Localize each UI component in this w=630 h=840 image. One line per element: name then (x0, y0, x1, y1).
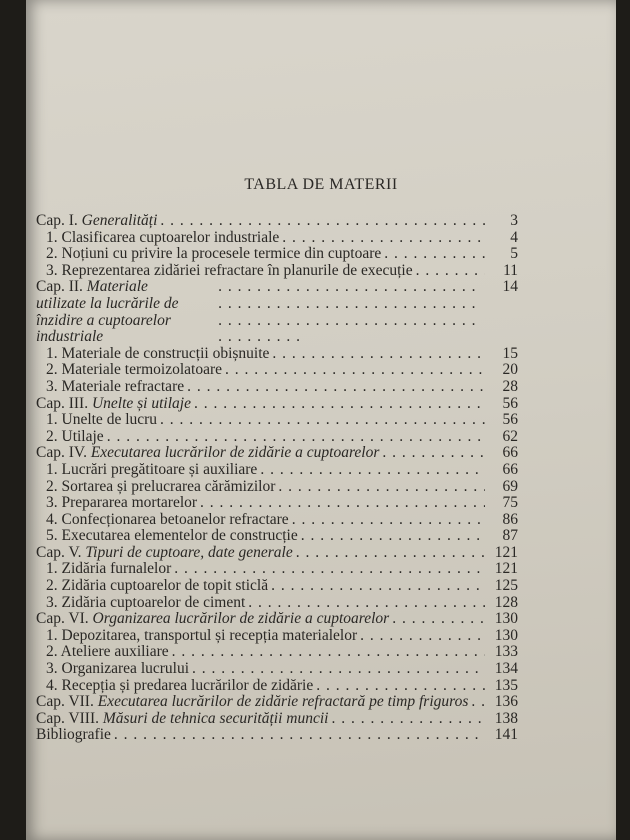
toc-page-number: 4 (510, 228, 518, 246)
toc-section-row (36, 495, 518, 512)
dot-leader (278, 479, 485, 496)
toc-entry-title: 5. Executarea elementelor de construcție (46, 527, 298, 545)
dot-leader (218, 279, 485, 345)
toc-chapter-number: Cap. IV. (36, 444, 87, 462)
toc-chapter-number: Cap. VIII. (36, 709, 99, 727)
dot-leader (187, 379, 485, 396)
toc-section-row (36, 362, 518, 379)
toc-chapter-row (36, 279, 518, 345)
dot-leader (160, 412, 485, 429)
toc-page-number: 138 (494, 709, 518, 727)
dot-leader (282, 230, 485, 247)
toc-page-number: 125 (494, 577, 518, 595)
toc-entry-title: 1. Materiale de construcții obișnuite (46, 344, 270, 362)
toc-page-number: 56 (502, 394, 518, 412)
toc-section-row (36, 412, 518, 429)
toc-entry-title: 4. Confecționarea betoanelor refractare (46, 510, 289, 528)
toc-section-row (36, 661, 518, 678)
toc-entry-title: 2. Ateliere auxiliare (46, 643, 169, 661)
toc-page-number: 130 (494, 610, 518, 628)
toc-section-row (36, 379, 518, 396)
toc-page-number: 69 (502, 477, 518, 495)
toc-entry-title: 1. Lucrări pregătitoare și auxiliare (46, 460, 258, 478)
toc-entry-title: 1. Unelte de lucru (46, 411, 158, 429)
toc-entry-title: 3. Reprezentarea zidăriei refractare în planurile de execuție (46, 261, 413, 279)
toc-chapter-row (36, 611, 518, 628)
toc-chapter-title: Organizarea lucrărilor de zidărie a cuptoarelor (92, 610, 390, 628)
toc-chapter-row (36, 694, 518, 711)
toc-chapter-row (36, 445, 518, 462)
toc-chapter-title: Executarea lucrărilor de zidărie a cuptoarelor (90, 444, 380, 462)
toc-page-number: 130 (494, 626, 518, 644)
dot-leader (225, 362, 485, 379)
toc-page-number: 28 (502, 377, 518, 395)
dot-leader (114, 727, 485, 744)
toc-entry-title: 3. Zidăria cuptoarelor de ciment (46, 593, 246, 611)
toc-entry-title: 3. Materiale refractare (46, 377, 185, 395)
toc-page-number: 20 (502, 361, 518, 379)
toc-section-row (36, 512, 518, 529)
dot-leader (107, 429, 485, 446)
toc-chapter-title: Materiale utilizate la lucrările de înzidire a cuptoarelor industriale (36, 278, 179, 346)
toc-chapter-number: Cap. I. (36, 212, 78, 229)
page-title: TABLA DE MATERII (244, 176, 398, 193)
toc-chapter-title: Generalități (81, 212, 158, 229)
dot-leader (260, 462, 485, 479)
toc-entry-title: 1. Depozitarea, transportul și recepția materialelor (46, 626, 358, 644)
toc-entry-title: 1. Zidăria furnalelor (46, 560, 172, 578)
dot-leader (160, 213, 485, 230)
toc-page-number: 128 (494, 593, 518, 611)
toc-section-row (36, 346, 518, 363)
toc-entry-title: Bibliografie (36, 726, 111, 744)
toc-section-row (36, 595, 518, 612)
toc-section-row (36, 578, 518, 595)
dot-leader (248, 595, 485, 612)
dot-leader (471, 694, 485, 711)
toc-section-row (36, 628, 518, 645)
toc-chapter-number: Cap. V. (36, 543, 82, 561)
toc-chapter-title: Tipuri de cuptoare, date generale (85, 543, 293, 561)
toc-page-number: 66 (502, 444, 518, 462)
toc-page-number: 56 (502, 411, 518, 429)
toc-section-row (36, 246, 518, 263)
toc-entry-title: 2. Utilaje (46, 427, 104, 445)
toc-chapter-title: Măsuri de tehnica securității muncii (102, 709, 329, 727)
toc-section-row (36, 727, 518, 744)
toc-page-number: 121 (494, 560, 518, 578)
toc-chapter-number: Cap. VI. (36, 610, 89, 628)
dot-leader (292, 512, 485, 529)
toc-page-number: 75 (502, 494, 518, 512)
toc-section-row (36, 528, 518, 545)
toc-page-number: 86 (502, 510, 518, 528)
toc-entry-title: 1. Clasificarea cuptoarelor industriale (46, 228, 280, 246)
dot-leader (192, 661, 485, 678)
dot-leader (392, 611, 485, 628)
dot-leader (296, 545, 485, 562)
toc-entry-title: 2. Materiale termoizolatoare (46, 361, 223, 379)
toc-page-number: 11 (503, 261, 518, 279)
toc-section-row (36, 561, 518, 578)
toc-page-number: 14 (502, 278, 518, 296)
toc-page-number: 5 (510, 245, 518, 263)
toc-chapter-title: Unelte și utilaje (91, 394, 191, 412)
toc-page-number: 15 (502, 344, 518, 362)
toc-chapter-number: Cap. VII. (36, 693, 94, 711)
toc-section-row (36, 230, 518, 247)
dot-leader (271, 578, 485, 595)
toc-section-row (36, 678, 518, 695)
dot-leader (172, 644, 485, 661)
toc-page-number: 66 (502, 460, 518, 478)
toc-section-row (36, 429, 518, 446)
toc-page-number: 135 (494, 676, 518, 694)
toc-page-number: 62 (502, 427, 518, 445)
dot-leader (316, 678, 485, 695)
toc-page-number: 3 (510, 212, 518, 229)
toc-page-number: 136 (494, 693, 518, 711)
dot-leader (331, 711, 485, 728)
table-of-contents (36, 213, 518, 744)
toc-entry-title: 2. Sortarea și prelucrarea cărămizilor (46, 477, 276, 495)
dot-leader (360, 628, 485, 645)
toc-section-row (36, 479, 518, 496)
dot-leader (382, 445, 485, 462)
toc-chapter-row (36, 711, 518, 728)
toc-section-row (36, 263, 518, 280)
toc-entry-title: 3. Organizarea lucrului (46, 660, 190, 678)
dot-leader (384, 246, 485, 263)
toc-chapter-row (36, 213, 518, 230)
toc-entry-title: 3. Prepararea mortarelor (46, 494, 198, 512)
toc-entry-title: 2. Noțiuni cu privire la procesele termice din cuptoare (46, 245, 382, 263)
toc-section-row (36, 644, 518, 661)
toc-entry-title: 4. Recepția și predarea lucrărilor de zidărie (46, 676, 314, 694)
toc-page-number: 141 (494, 726, 518, 744)
toc-chapter-row (36, 545, 518, 562)
dot-leader (416, 263, 485, 280)
book-page (26, 0, 616, 840)
dot-leader (301, 528, 485, 545)
toc-chapter-number: Cap. II. (36, 278, 83, 296)
toc-entry-title: 2. Zidăria cuptoarelor de topit sticlă (46, 577, 269, 595)
toc-page-number: 121 (494, 543, 518, 561)
dot-leader (200, 495, 485, 512)
toc-chapter-row (36, 396, 518, 413)
toc-chapter-number: Cap. III. (36, 394, 89, 412)
toc-section-row (36, 462, 518, 479)
dot-leader (272, 346, 485, 363)
toc-page-number: 134 (494, 660, 518, 678)
toc-chapter-title: Executarea lucrărilor de zidărie refractară pe timp friguros (97, 693, 469, 711)
dot-leader (194, 396, 485, 413)
toc-page-number: 87 (502, 527, 518, 545)
dot-leader (174, 561, 485, 578)
toc-page-number: 133 (494, 643, 518, 661)
